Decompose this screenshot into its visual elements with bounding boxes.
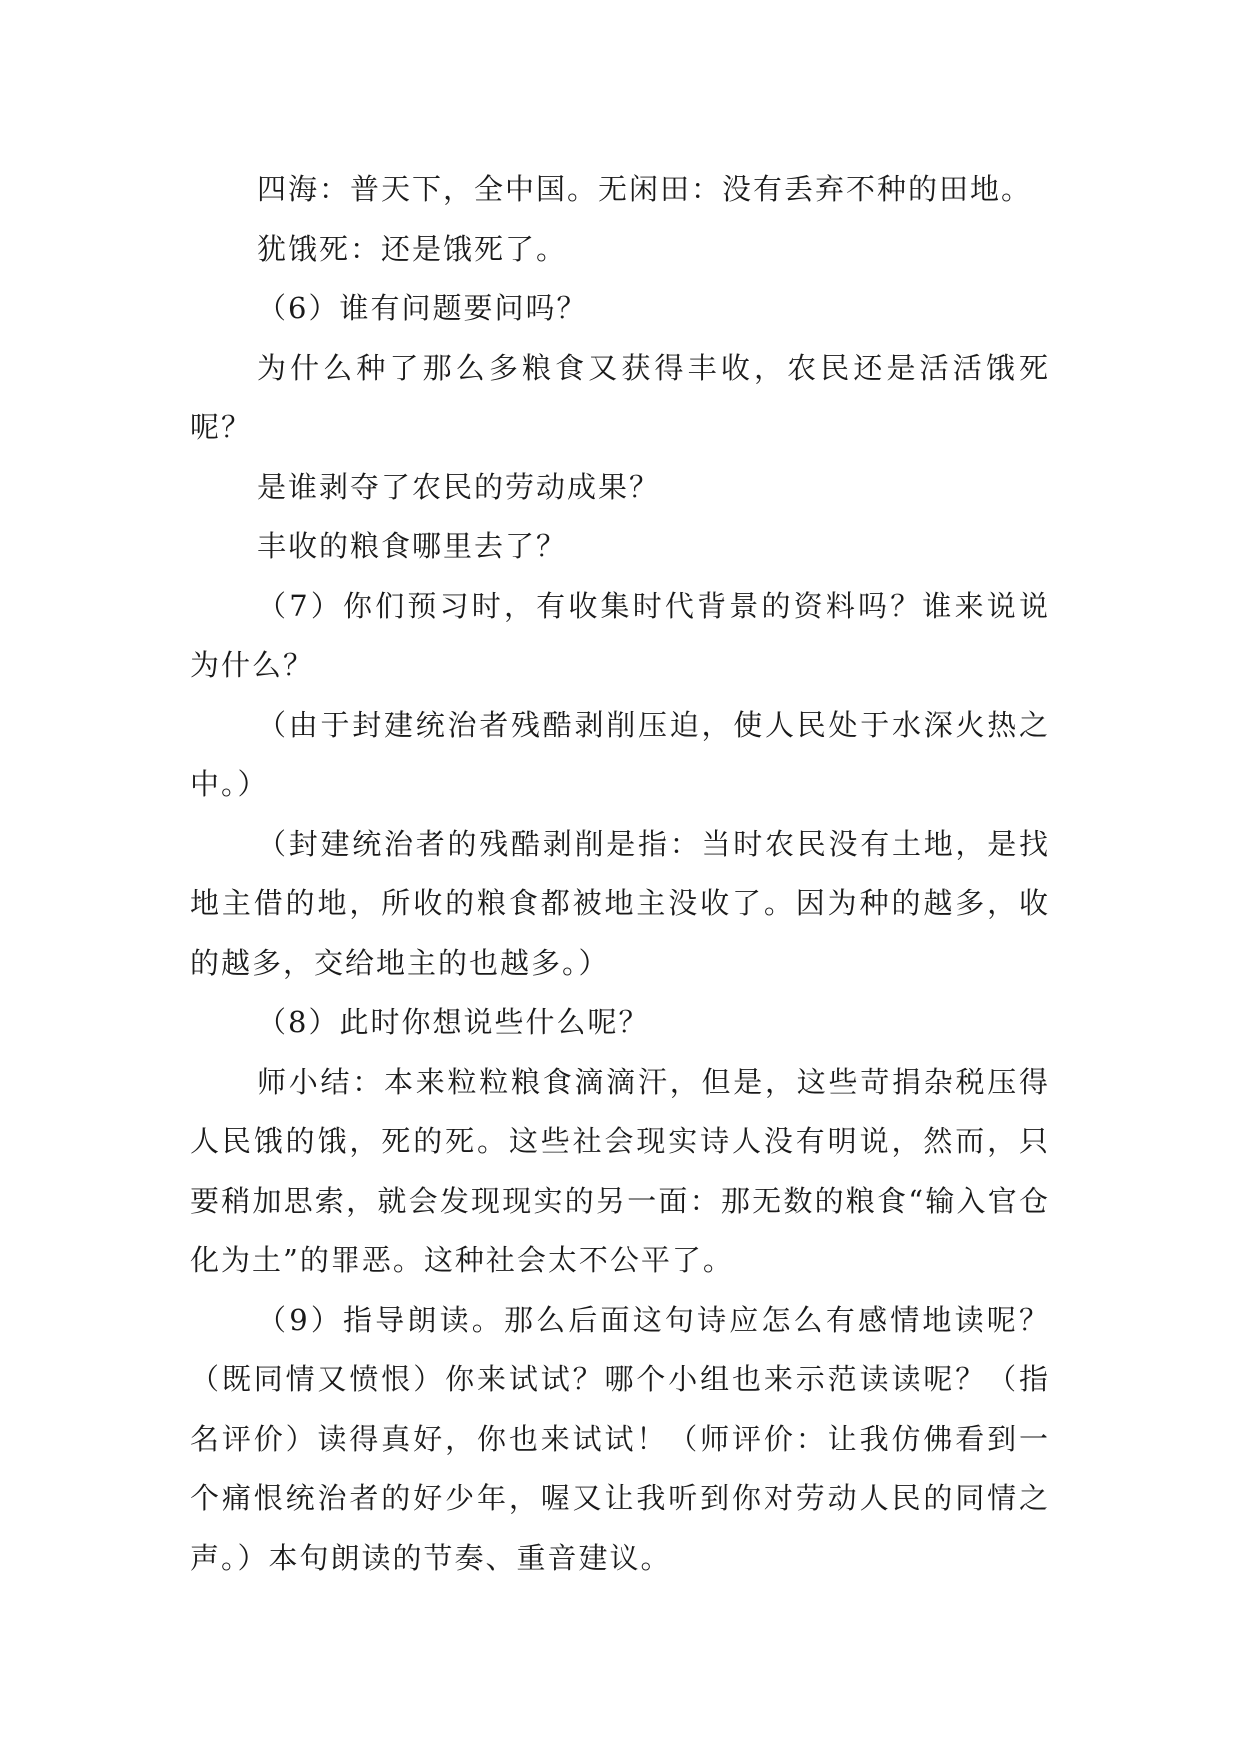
paragraph-feudal-oppression: （由于封建统治者残酷剥削压迫，使人民处于水深火热之中。） (190, 707, 1050, 801)
paragraph-definitions-2: 犹饿死：还是饿死了。 (257, 231, 568, 266)
document-body (190, 160, 1050, 1588)
paragraph-definitions-1: 四海：普天下，全中国。无闲田：没有丢弃不种的田地。 (257, 172, 1033, 206)
paragraph-why-starve: 为什么种了那么多粮食又获得丰收，农民还是活活饿死呢？ (190, 350, 1050, 444)
paragraph-teacher-summary: 师小结：本来粒粒粮食滴滴汗，但是，这些苛捐杂税压得人民饿的饿，死的死。这些社会现实诗人没有明说，然而，只要稍加思索，就会发现现实的另一面：那无数的粮食“输入官仓化为土”的罪恶。这种社会太不公平了。 (190, 1064, 1050, 1277)
paragraph-question-7: （7）你们预习时，有收集时代背景的资料吗？谁来说说为什么？ (190, 588, 1050, 682)
paragraph-question-6: （6）谁有问题要问吗？ (257, 291, 588, 325)
paragraph-question-8: （8）此时你想说些什么呢？ (257, 1005, 650, 1039)
paragraph-who-deprived: 是谁剥夺了农民的劳动成果？ (257, 469, 661, 504)
paragraph-feudal-exploitation: （封建统治者的残酷剥削是指：当时农民没有土地，是找地主借的地，所收的粮食都被地主没收了。因为种的越多，收的越多，交给地主的也越多。） (190, 826, 1050, 980)
paragraph-reading-guidance: （9）指导朗读。那么后面这句诗应怎么有感情地读呢？（既同情又愤恨）你来试试？哪个小组也来示范读读呢？（指名评价）读得真好，你也来试试！（师评价：让我仿佛看到一个痛恨统治者的好少年，喔又让我听到你对劳动人民的同情之声。）本句朗读的节奏、重音建议。 (190, 1302, 1050, 1575)
paragraph-where-grain: 丰收的粮食哪里去了？ (257, 529, 568, 563)
